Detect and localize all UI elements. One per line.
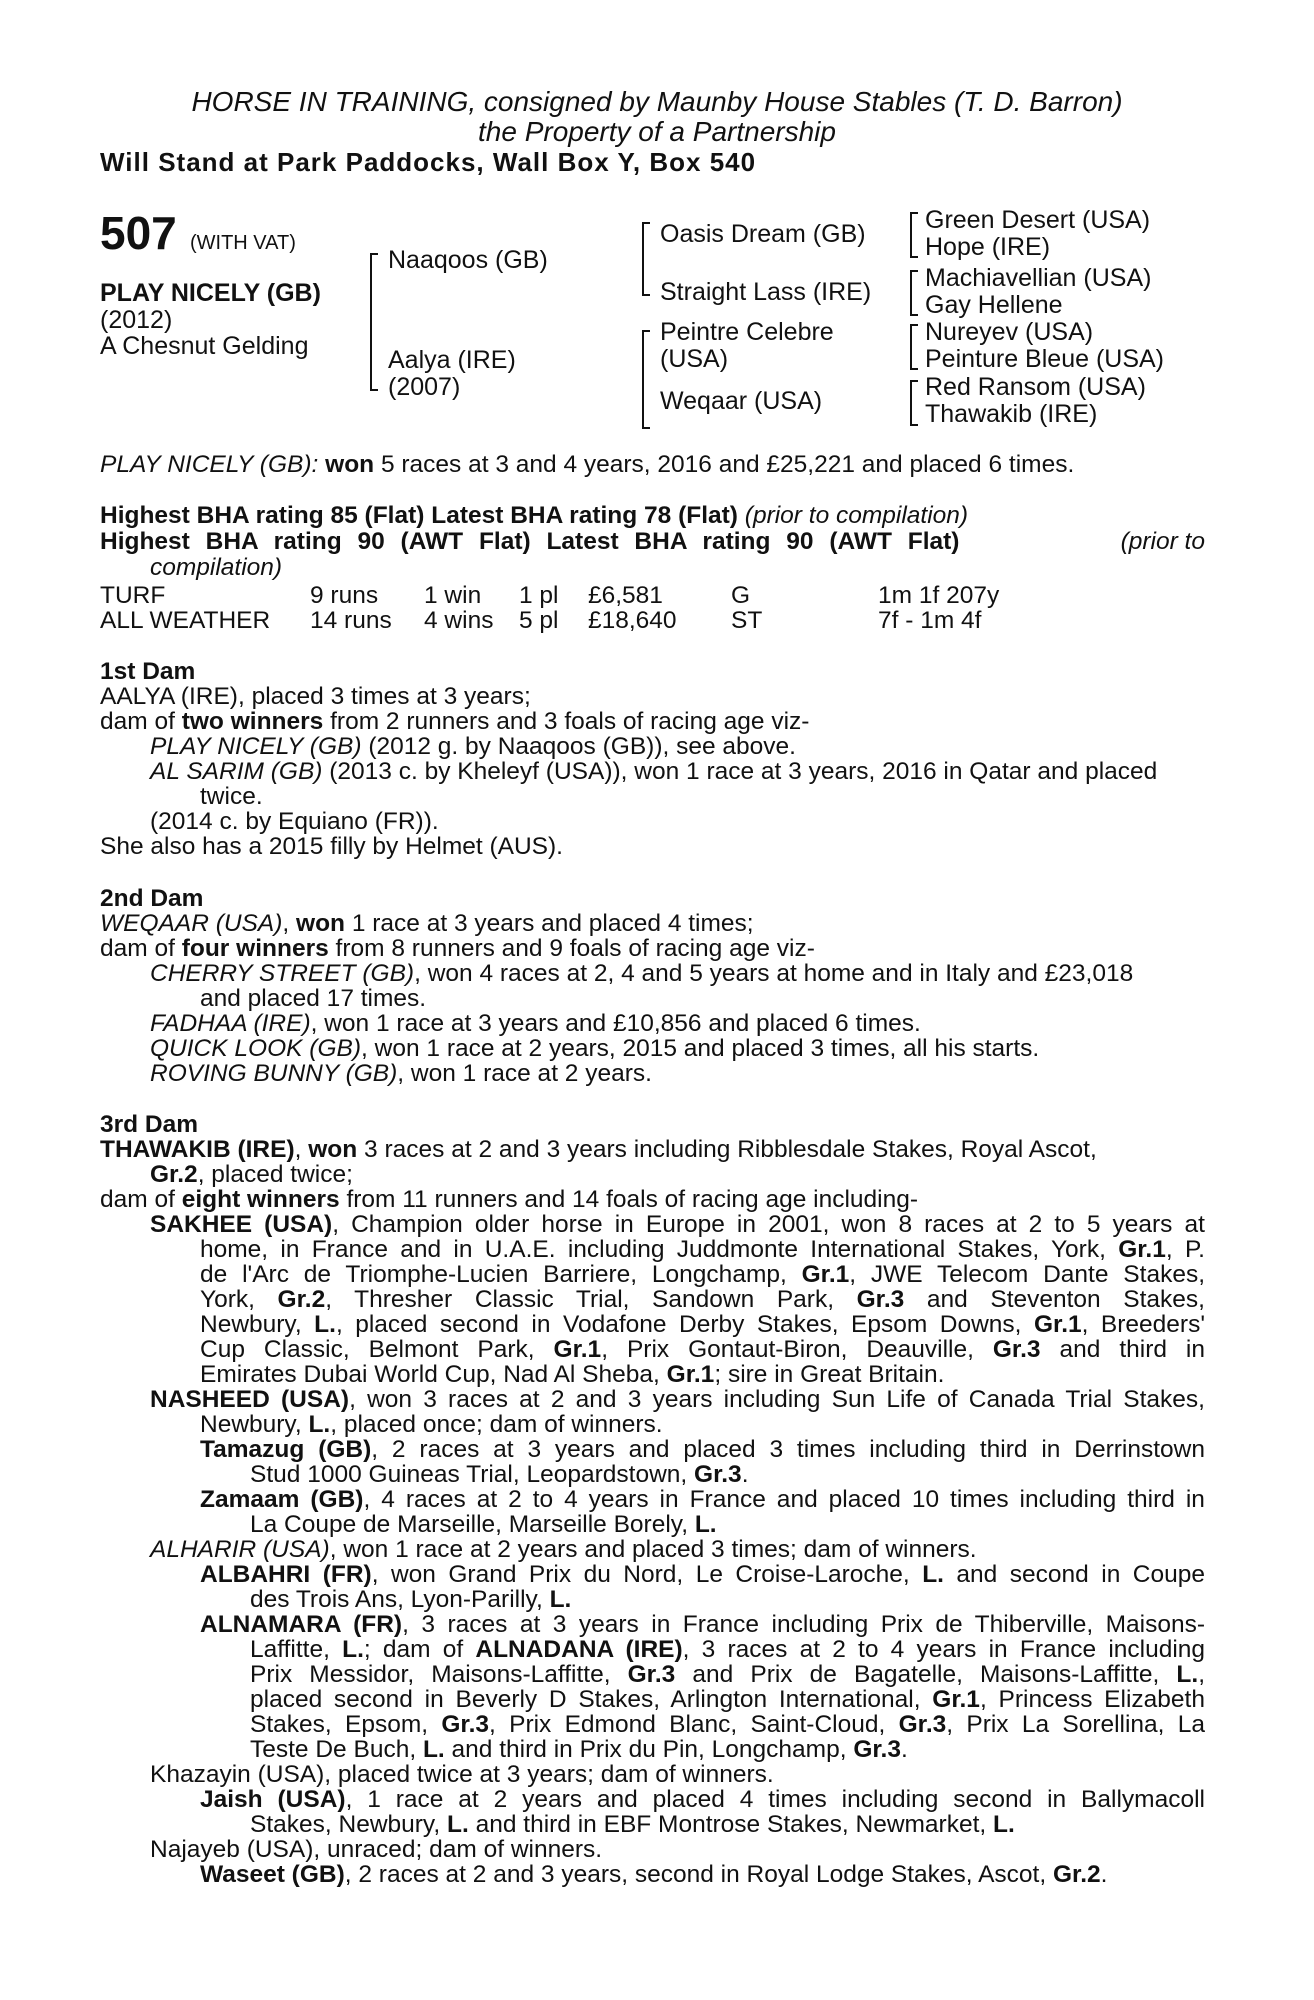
produce-entry-line: Zamaam (GB), 4 races at 2 to 4 years in France and placed 10 times including third in <box>200 1486 1205 1513</box>
g-brace-1 <box>910 212 918 258</box>
produce-entry-cont-line: Cup Classic, Belmont Park, Gr.1, Prix Gontaut-Biron, Deauville, Gr.3 and third in <box>200 1336 1205 1363</box>
produce-entry-cont-line: Teste De Buch, L. and third in Prix du Pin, Longchamp, Gr.3. <box>250 1736 908 1763</box>
record-placed: 1 pl <box>519 582 559 609</box>
produce-entry-line: ALHARIR (USA), won 1 race at 2 years and placed 3 times; dam of winners. <box>150 1536 977 1563</box>
record-money: £6,581 <box>588 582 663 609</box>
gg-7: Red Ransom (USA) <box>925 373 1146 401</box>
dam: Aalya (IRE) <box>388 346 516 374</box>
produce-entry-line: NASHEED (USA), won 3 races at 2 and 3 years including Sun Life of Canada Trial Stakes, <box>150 1386 1205 1413</box>
gg-5: Nureyev (USA) <box>925 318 1094 346</box>
produce-entry-line: ALBAHRI (FR), won Grand Prix du Nord, Le Croise-Laroche, L. and second in Coupe <box>200 1561 1205 1588</box>
record-placed: 5 pl <box>519 607 559 634</box>
produce-item: FADHAA (IRE), won 1 race at 3 years and £10,856 and placed 6 times. <box>150 1010 921 1037</box>
dam-sire: Peintre Celebre <box>660 318 834 346</box>
record-wins: 4 wins <box>424 607 494 634</box>
produce-entry-cont-line: Laffitte, L.; dam of ALNADANA (IRE), 3 races at 2 to 4 years in France including <box>250 1636 1206 1663</box>
dam-brace <box>642 330 650 429</box>
gg-2: Hope (IRE) <box>925 233 1051 261</box>
produce-entry-cont-line: Prix Messidor, Maisons-Laffitte, Gr.3 and Prix de Bagatelle, Maisons-Laffitte, L., <box>250 1661 1206 1688</box>
produce-item: (2014 c. by Equiano (FR)). <box>150 808 439 835</box>
produce-entry-line: Khazayin (USA), placed twice at 3 years; dam of winners. <box>150 1761 774 1788</box>
consignor-line: HORSE IN TRAINING, consigned by Maunby House Stables (T. D. Barron) <box>191 86 1123 117</box>
second-dam-line: WEQAAR (USA), won 1 race at 3 years and placed 4 times; <box>100 910 754 937</box>
produce-entry-cont-line: Newbury, L., placed once; dam of winners. <box>200 1411 663 1438</box>
vat-note: (WITH VAT) <box>190 232 296 254</box>
record-runs: 9 runs <box>310 582 379 609</box>
gg-4: Gay Hellene <box>925 291 1063 319</box>
produce-item: ROVING BUNNY (GB), won 1 race at 2 years. <box>150 1060 652 1087</box>
produce-entry-cont-line: York, Gr.2, Thresher Classic Trial, Sandown Park, Gr.3 and Steventon Stakes, <box>200 1286 1205 1313</box>
produce-item-cont: and placed 17 times. <box>200 985 427 1012</box>
produce-entry-cont-line: La Coupe de Marseille, Marseille Borely, L. <box>250 1511 717 1538</box>
third-dam-line-cont: Gr.2, placed twice; <box>150 1161 353 1188</box>
produce-entry-cont-line: placed second in Beverly D Stakes, Arlington International, Gr.1, Princess Elizabeth <box>250 1686 1205 1713</box>
first-dam-produce: dam of two winners from 2 runners and 3 foals of racing age viz- <box>100 708 810 735</box>
produce-entry-line: Najayeb (USA), unraced; dam of winners. <box>150 1836 603 1863</box>
first-dam-heading: 1st Dam <box>100 658 196 685</box>
second-dam-heading: 2nd Dam <box>100 885 204 912</box>
lot-number: 507 <box>100 207 177 259</box>
gg-3: Machiavellian (USA) <box>925 264 1152 292</box>
produce-item: QUICK LOOK (GB), won 1 race at 2 years, 2015 and placed 3 times, all his starts. <box>150 1035 1040 1062</box>
rating-awt: Highest BHA rating 90 (AWT Flat) Latest BHA rating 90 (AWT Flat) (prior to <box>100 528 1205 555</box>
third-dam-line: THAWAKIB (IRE), won 3 races at 2 and 3 years including Ribblesdale Stakes, Royal Ascot, <box>100 1136 1097 1163</box>
third-dam-produce: dam of eight winners from 11 runners and 14 foals of racing age including- <box>100 1186 918 1213</box>
second-dam-produce: dam of four winners from 8 runners and 9 foals of racing age viz- <box>100 935 815 962</box>
produce-note: She also has a 2015 filly by Helmet (AUS). <box>100 833 563 860</box>
record-going: G <box>731 582 751 609</box>
horse-name: PLAY NICELY (GB) <box>100 279 321 307</box>
produce-entry-line: Waseet (GB), 2 races at 2 and 3 years, second in Royal Lodge Stakes, Ascot, Gr.2. <box>200 1861 1108 1888</box>
record-surface: ALL WEATHER <box>100 607 271 634</box>
stand-line: Will Stand at Park Paddocks, Wall Box Y, Box 540 <box>100 147 757 177</box>
record-runs: 14 runs <box>310 607 392 634</box>
record-surface: TURF <box>100 582 166 609</box>
produce-entry-line: ALNAMARA (FR), 3 races at 3 years in France including Prix de Thiberville, Maisons- <box>200 1611 1205 1638</box>
g-brace-2 <box>910 270 918 316</box>
record-distance: 7f - 1m 4f <box>878 607 982 634</box>
produce-entry-cont-line: Stakes, Epsom, Gr.3, Prix Edmond Blanc, Saint-Cloud, Gr.3, Prix La Sorellina, La <box>250 1711 1206 1738</box>
gg-8: Thawakib (IRE) <box>925 400 1098 428</box>
produce-item: CHERRY STREET (GB), won 4 races at 2, 4 and 5 years at home and in Italy and £23,018 <box>150 960 1134 987</box>
rating-awt-cont: compilation) <box>150 554 283 581</box>
third-dam-heading: 3rd Dam <box>100 1111 199 1138</box>
gg-6: Peinture Bleue (USA) <box>925 345 1165 373</box>
g-brace-3 <box>910 324 918 370</box>
dam-year: (2007) <box>388 373 461 401</box>
produce-entry-cont-line: de l'Arc de Triomphe-Lucien Barriere, Longchamp, Gr.1, JWE Telecom Dante Stakes, <box>200 1261 1205 1288</box>
record-money: £18,640 <box>588 607 677 634</box>
pedigree-brace <box>370 253 378 391</box>
first-dam-line: AALYA (IRE), placed 3 times at 3 years; <box>100 683 531 710</box>
gg-1: Green Desert (USA) <box>925 206 1151 234</box>
sire-sire: Oasis Dream (GB) <box>660 220 866 248</box>
produce-entry-cont-line: home, in France and in U.A.E. including Juddmonte International Stakes, York, Gr.1, P. <box>200 1236 1205 1263</box>
race-summary: PLAY NICELY (GB): won 5 races at 3 and 4 years, 2016 and £25,221 and placed 6 times. <box>100 451 1075 478</box>
rating-flat: Highest BHA rating 85 (Flat) Latest BHA rating 78 (Flat) (prior to compilation) <box>100 502 969 529</box>
produce-entry-cont-line: Emirates Dubai World Cup, Nad Al Sheba, Gr.1; sire in Great Britain. <box>200 1361 945 1388</box>
record-going: ST <box>731 607 763 634</box>
horse-description: A Chesnut Gelding <box>100 332 309 360</box>
sire-brace <box>642 222 650 296</box>
sire: Naaqoos (GB) <box>388 246 548 274</box>
produce-entry-line: SAKHEE (USA), Champion older horse in Europe in 2001, won 8 races at 2 to 5 years at <box>150 1211 1205 1238</box>
produce-item-cont: twice. <box>200 783 263 810</box>
produce-entry-cont-line: Newbury, L., placed second in Vodafone Derby Stakes, Epsom Downs, Gr.1, Breeders' <box>200 1311 1206 1338</box>
produce-entry-line: Tamazug (GB), 2 races at 3 years and placed 3 times including third in Derrinstown <box>200 1436 1205 1463</box>
property-line: the Property of a Partnership <box>478 116 836 147</box>
horse-year: (2012) <box>100 306 173 334</box>
record-distance: 1m 1f 207y <box>878 582 1000 609</box>
sire-dam: Straight Lass (IRE) <box>660 278 872 306</box>
dam-dam: Weqaar (USA) <box>660 387 823 415</box>
produce-entry-cont-line: des Trois Ans, Lyon-Parilly, L. <box>250 1586 572 1613</box>
g-brace-4 <box>910 380 918 426</box>
produce-entry-line: Jaish (USA), 1 race at 2 years and placed 4 times including second in Ballymacoll <box>200 1786 1205 1813</box>
produce-entry-cont-line: Stakes, Newbury, L. and third in EBF Montrose Stakes, Newmarket, L. <box>250 1811 1015 1838</box>
dam-sire-country: (USA) <box>660 345 729 373</box>
produce-item: AL SARIM (GB) (2013 c. by Kheleyf (USA)), won 1 race at 3 years, 2016 in Qatar and placed <box>150 758 1158 785</box>
produce-item: PLAY NICELY (GB) (2012 g. by Naaqoos (GB)), see above. <box>150 733 796 760</box>
record-wins: 1 win <box>424 582 482 609</box>
produce-entry-cont-line: Stud 1000 Guineas Trial, Leopardstown, Gr.3. <box>250 1461 749 1488</box>
